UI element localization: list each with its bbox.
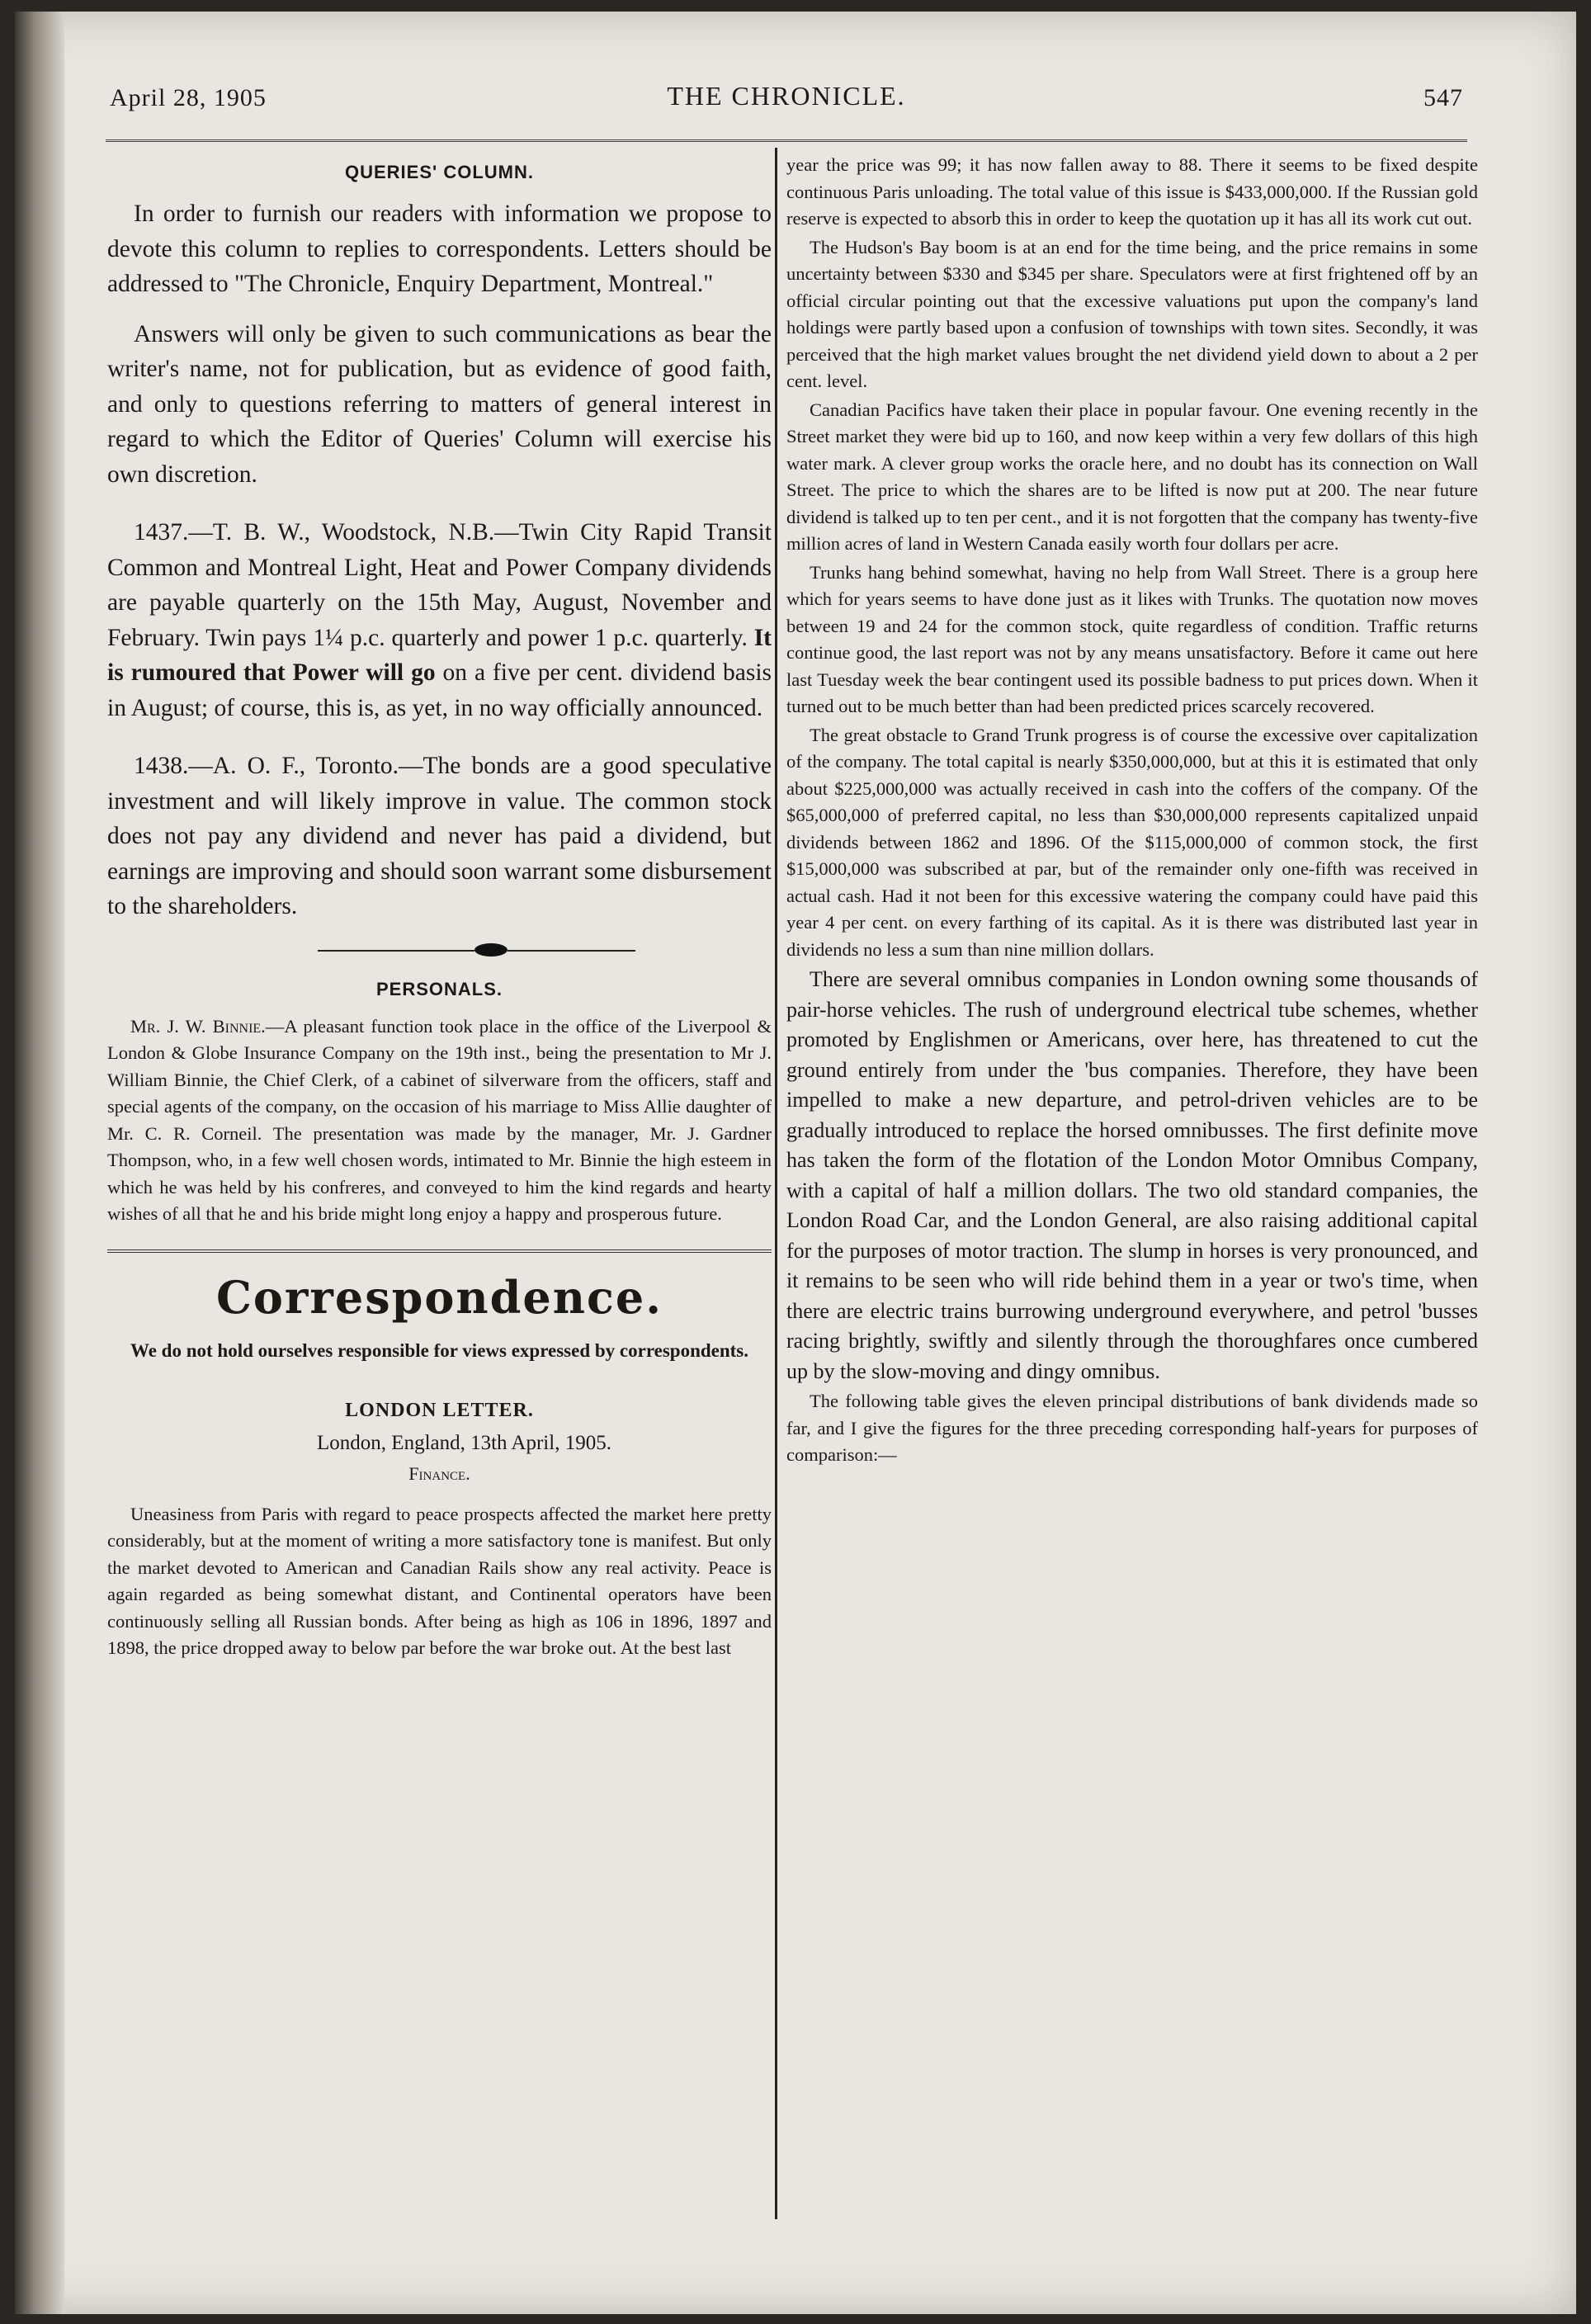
- section-ornament: [107, 942, 772, 959]
- finance-subheading: Finance.: [408, 1462, 470, 1484]
- london-letter-paragraph-1-continued: year the price was 99; it has now fallen away to 88. There it seems to be fixed despite continuous Paris unloading. The total value of this issue is $433,000,000. If the Russian gold reserve is expected to absorb this in order to keep the quotation up it has all its work cut out.: [786, 154, 1478, 229]
- queries-intro-2: Answers will only be given to such communications as bear the writer's name, not for publication, but as evidence of good faith, and only to questions referring to matters of general interest in regard to which the Editor of Queries' Column will exercise his own discretion.: [107, 320, 772, 488]
- page-number: 547: [1423, 84, 1463, 111]
- query-1438: 1438.—A. O. F., Toronto.—The bonds are a good speculative investment and will likely improve in value. The common stock does not pay any dividend and never has paid a dividend, but earnings are improving and should soon warrant some disbursement to the shareholders.: [107, 753, 772, 919]
- london-letter-paragraph-1: Uneasiness from Paris with regard to peace prospects affected the market here pretty considerably, but at the moment of writing a more satisfactory tone is manifest. But only the market devoted to American and Canadian Rails show any real activity. Peace is again regarded as being somewhat distant, and Continental operators have been continuously selling all Russian bonds. After being as high as 106 in 1896, 1897 and 1898, the price dropped away to below par before the war broke out. At the best last: [107, 1503, 772, 1658]
- right-column: [786, 152, 1478, 1471]
- issue-date: April 28, 1905: [110, 84, 267, 111]
- header-rule: [106, 139, 1467, 142]
- query-1437-emphasis: It is rumoured that Power will go: [107, 624, 772, 686]
- query-1437-text-cont: on a five per cent. dividend basis in August; of course, this is, as yet, in no way officially announced.: [107, 659, 772, 721]
- personals-name: Mr. J. W. Binnie.: [130, 1015, 266, 1037]
- personals-heading: PERSONALS.: [375, 978, 503, 999]
- bank-dividends-paragraph: The following table gives the eleven principal distributions of bank dividends made so far, and I give the figures for the three preceding corresponding half-years for purposes of comparison:—: [786, 1391, 1478, 1465]
- london-letter-dateline: London, England, 13th April, 1905.: [317, 1431, 611, 1454]
- queries-heading: QUERIES' COLUMN.: [344, 162, 535, 182]
- omnibus-paragraph: There are several omnibus companies in London owning some thousands of pair-horse vehicles. The rush of underground electrical tube schemes, whether promoted by Englishmen or Americans, over here, has threatened to cut the ground entirely from under the 'bus companies. Therefore, they have been impelled to make a new departure, and petrol-driven vehicles are to be gradually introduced to replace the horsed omnibusses. The first definite move has taken the form of the flotation of the London Motor Omnibus Company, with a capital of half a million dollars. The two old standard companies, the London Road Car, and the London General, are also raising additional capital for the purposes of motor traction. The slump in horses is very pronounced, and it remains to be seen who will ride behind them in a year or two's time, when there are electric trains burrowing underground everywhere, and petrol 'busses racing brightly, swiftly and silently through the thoroughfares once cumbered up by the slow-moving and dingy omnibus.: [786, 967, 1478, 1383]
- trunks-paragraph: Trunks hang behind somewhat, having no help from Wall Street. There is a group here which for years seems to have done just as it likes with Trunks. The quotation now moves between 19 and 24 for the common stock, quite regardless of condition. Traffic returns continue good, the last report was not by any means unsatisfactory. Before it came out here last Tuesday week the bear contingent used its possible badness to put prices down. When it turned out to be much better than had been predicted prices scarcely recovered.: [786, 561, 1478, 716]
- newspaper-page: [15, 12, 1576, 2314]
- hudsons-bay-paragraph: The Hudson's Bay boom is at an end for the time being, and the price remains in some uncertainty between $330 and $345 per share. Speculators were at first frightened off by an official circular pointing out that the excessive valuations put upon the company's land holdings were partly based upon a confusion of townships with town sites. Secondly, it was perceived that the high market values brought the net dividend yield down to about a 2 per cent. level.: [786, 236, 1478, 391]
- grand-trunk-paragraph: The great obstacle to Grand Trunk progress is of course the excessive over capitalization of the company. The total capital is nearly $350,000,000, but at this it is estimated that only about $225,000,000 was actually received in cash into the coffers of the company. Of the $65,000,000 of preferred capital, no less than $30,000,000 represents capitalized unpaid dividends between 1862 and 1896. Of the $115,000,000 of common stock, the first $15,000,000 was subscribed at par, but of the remainder only one-fifth was received in actual cash. Had it not been for this excessive watering the company could have paid this year 4 per cent. on every farthing of its capital. As it is there was distributed last year in dividends no less a sum than nine million dollars.: [786, 724, 1478, 960]
- left-column: [107, 152, 772, 1664]
- queries-intro-1: In order to furnish our readers with information we propose to devote this column to replies to correspondents. Letters should be addressed to "The Chronicle, Enquiry Department, Montreal.": [107, 201, 772, 297]
- personals-item: [107, 1013, 772, 1228]
- section-double-rule: [107, 1249, 772, 1253]
- query-1437-text: 1437.—T. B. W., Woodstock, N.B.—Twin City Rapid Transit Common and Montreal Light, Heat and Power Company dividends are payable quarterly on the 15th May, August, November and February. Twin pays 1¼ p.c. quarterly and power 1 p.c. quarterly.: [107, 519, 772, 651]
- column-divider: [775, 148, 777, 2219]
- london-letter-heading: LONDON LETTER.: [345, 1399, 534, 1421]
- page-header: [110, 78, 1463, 127]
- canadian-pacific-paragraph: Canadian Pacifics have taken their place in popular favour. One evening recently in the Street market they were bid up to 160, and now keep within a very few dollars of this high water mark. A clever group works the oracle here, and no doubt has its connection on Wall Street. The price to which the shares are to be lifted is now put at 200. The near future dividend is talked up to ten per cent., and it is not forgotten that the company has twenty-five million acres of land in Western Canada easily worth four dollars per acre.: [786, 399, 1478, 554]
- page-binding-edge: [15, 12, 64, 2314]
- correspondence-disclaimer: We do not hold ourselves responsible for views expressed by correspondents.: [130, 1339, 749, 1361]
- personals-text: —A pleasant function took place in the office of the Liverpool & London & Globe Insurance Company on the 19th inst., being the presentation to Mr J. William Binnie, the Chief Clerk, of a cabinet of silverware from the officers, staff and special agents of the company, on the occasion of his marriage to Miss Allie daughter of Mr. C. R. Corneil. The presentation was made by the manager, Mr. J. Gardner Thompson, who, in a few well chosen words, intimated to Mr. Binnie the high esteem in which he was held by his confreres, and conveyed to him the kind regards and hearty wishes of all that he and his bride might long enjoy a happy and prosperous future.: [107, 1015, 772, 1224]
- correspondence-heading: Correspondence.: [215, 1270, 663, 1324]
- query-1437: [107, 515, 772, 725]
- publication-title: THE CHRONICLE.: [667, 81, 906, 111]
